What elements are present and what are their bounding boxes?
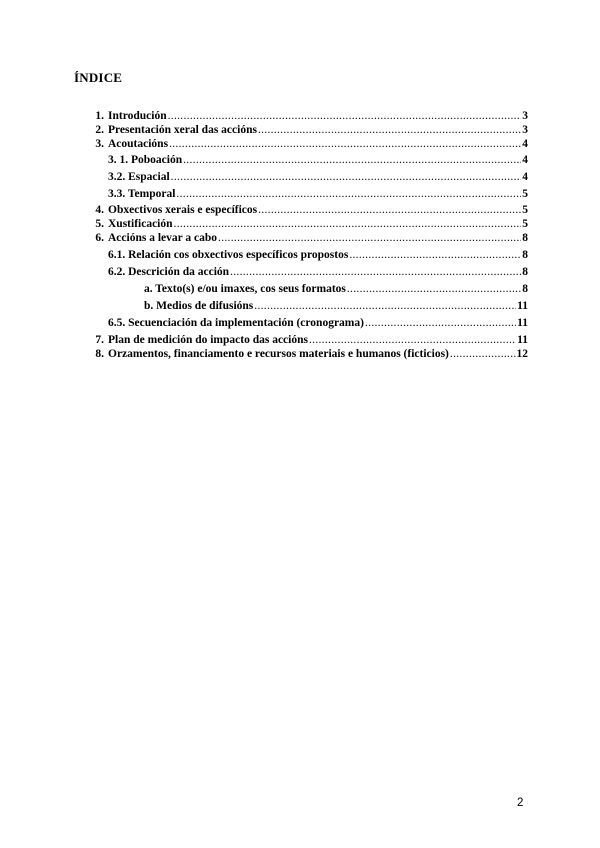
toc-entry-page: 8 [522, 249, 528, 261]
toc-entry-text: a. Texto(s) e/ou imaxes, cos seus formatos [144, 283, 346, 295]
toc-entry-text: Introdución [108, 110, 167, 122]
toc-entry-page: 3 [522, 110, 528, 122]
toc-entry-plan-medicion[interactable] [95, 333, 528, 347]
toc-entry-espacial[interactable] [108, 170, 528, 184]
toc-entry-page: 11 [517, 317, 528, 329]
toc-entry-page: 11 [517, 334, 528, 346]
toc-entry-number: 1. [95, 110, 104, 122]
toc-entry-text: 6.2. Descrición da acción [108, 266, 230, 278]
toc-entry-text: 6.5. Secuenciación da implementación (cronograma) [108, 317, 364, 329]
toc-entry-number: 2. [95, 124, 104, 136]
dot-leader [309, 334, 516, 347]
toc-entry-orzamentos[interactable] [95, 347, 528, 361]
toc-entry-text: Acoutacións [108, 138, 169, 150]
toc-entry-page: 5 [522, 188, 528, 200]
toc-entry-text: Xustificación [108, 218, 173, 230]
dot-leader [174, 218, 522, 231]
toc-entry-page: 5 [522, 218, 528, 230]
toc-entry-page: 8 [522, 232, 528, 244]
toc-entry-page: 4 [522, 154, 528, 166]
toc-entry-text: Presentación xeral das accións [108, 124, 257, 136]
toc-entry-text: 6.1. Relación cos obxectivos específicos propostos [108, 249, 349, 261]
toc-entry-page: 5 [522, 204, 528, 216]
toc-entry-text: b. Medios de difusións [144, 300, 254, 312]
toc-entry-descricion[interactable] [108, 265, 528, 279]
index-title: ÍNDICE [74, 70, 123, 85]
toc-entry-page: 4 [522, 138, 528, 150]
dot-leader [168, 110, 522, 123]
toc-entry-page: 4 [522, 171, 528, 183]
toc-entry-text: Accións a levar a cabo [108, 232, 218, 244]
toc-entry-text: Orzamentos, financiamento e recursos materiais e humanos (ficticios) [108, 348, 449, 360]
toc-entry-xustificacion[interactable] [95, 217, 528, 231]
toc-entry-obxectivos[interactable] [95, 203, 528, 217]
toc-entry-number: 6. [95, 232, 104, 244]
dot-leader [230, 266, 521, 279]
toc-entry-number: 7. [95, 334, 104, 346]
toc-entry-presentacion[interactable] [95, 123, 528, 137]
dot-leader [349, 249, 521, 262]
toc-entry-introducion[interactable] [95, 109, 528, 123]
toc-entry-poboacion[interactable] [108, 153, 528, 167]
toc-entry-textos[interactable] [144, 282, 528, 296]
dot-leader [258, 204, 521, 217]
dot-leader [347, 283, 521, 296]
dot-leader [258, 124, 521, 137]
dot-leader [176, 188, 521, 201]
toc-entry-medios[interactable] [144, 299, 528, 313]
dot-leader [254, 300, 516, 313]
toc-entry-acoutacions[interactable] [95, 137, 528, 151]
dot-leader [450, 348, 516, 361]
toc-entry-page: 8 [522, 266, 528, 278]
dot-leader [183, 154, 521, 167]
toc-entry-text: Obxectivos xerais e específicos [108, 204, 258, 216]
dot-leader [169, 138, 521, 151]
toc-entry-text: 3.2. Espacial [108, 171, 170, 183]
toc-entry-text: 3. 1. Poboación [108, 154, 183, 166]
toc-entry-page: 3 [522, 124, 528, 136]
toc-entry-page: 11 [517, 300, 528, 312]
toc-entry-temporal[interactable] [108, 187, 528, 201]
dot-leader [171, 171, 522, 184]
toc-entry-number: 8. [95, 348, 104, 360]
toc-entry-relacion[interactable] [108, 248, 528, 262]
toc-entry-page: 8 [522, 283, 528, 295]
toc-entry-text: 3.3. Temporal [108, 188, 176, 200]
page-number: 2 [517, 797, 524, 809]
dot-leader [218, 232, 521, 245]
toc-entry-number: 3. [95, 138, 104, 150]
toc-entry-number: 5. [95, 218, 104, 230]
toc-entry-accions[interactable] [95, 231, 528, 245]
toc-entry-page: 12 [516, 348, 528, 360]
toc-entry-secuenciacion[interactable] [108, 316, 528, 330]
toc-entry-number: 4. [95, 204, 104, 216]
dot-leader [365, 317, 516, 330]
toc-entry-text: Plan de medición do impacto das accións [108, 334, 308, 346]
